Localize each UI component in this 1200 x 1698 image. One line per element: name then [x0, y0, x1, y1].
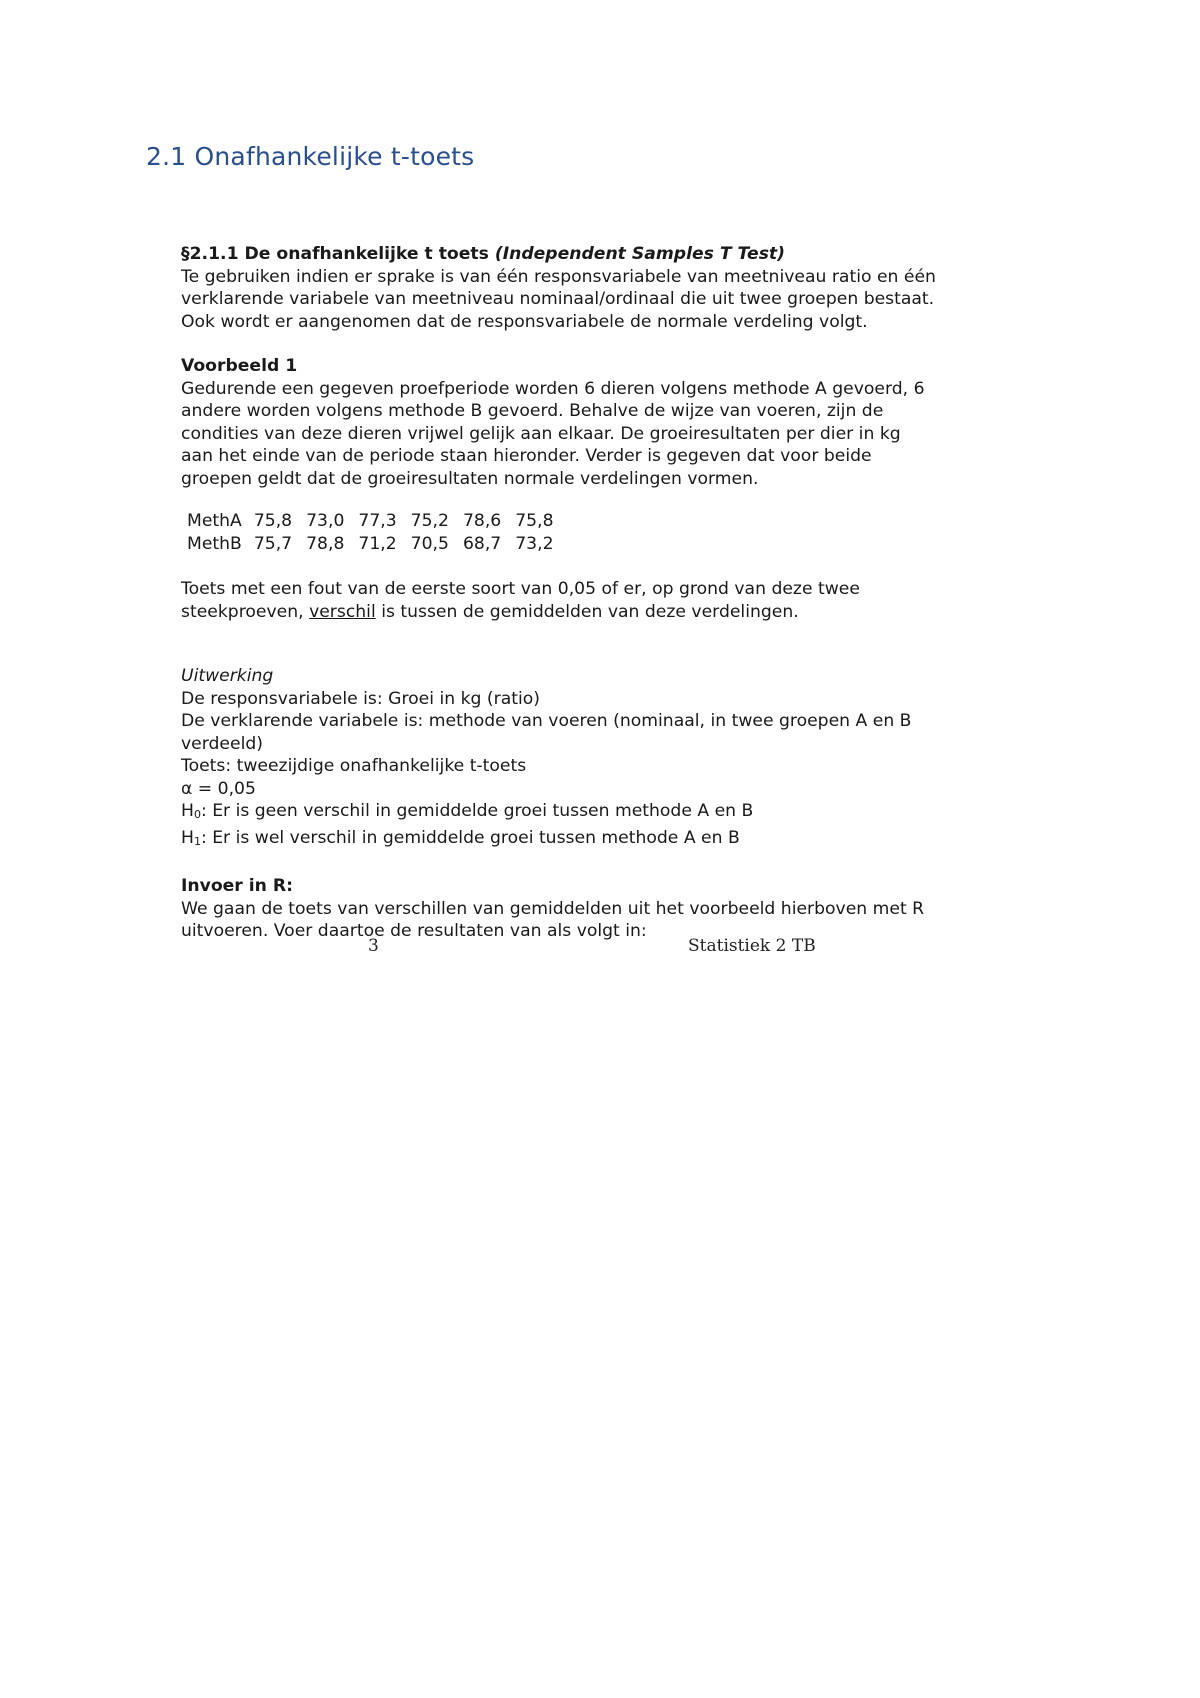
- example-line: groepen geldt dat de groeiresultaten normale verdelingen vormen.: [181, 468, 759, 489]
- footer-document-title: Statistiek 2 TB: [688, 936, 816, 956]
- solution-response: De responsvariabele is: Groei in kg (ratio): [181, 688, 540, 709]
- question-line: [181, 601, 1021, 624]
- row-label: MethB: [187, 534, 242, 554]
- table-cell: 70,5: [410, 534, 449, 554]
- underlined-word: verschil: [309, 601, 376, 622]
- solution-explanatory: verdeeld): [181, 733, 263, 754]
- question-line: Toets met een fout van de eerste soort van 0,05 of er, op grond van deze twee: [181, 579, 860, 599]
- hypothesis-h1: [181, 827, 1021, 854]
- input-r-line: We gaan de toets van verschillen van gemiddelden uit het voorbeeld hierboven met R: [181, 898, 925, 919]
- footer-page-number: 3: [368, 936, 379, 956]
- h0-symbol: H: [181, 801, 194, 821]
- table-cell: 78,8: [306, 534, 345, 554]
- table-cell: 75,8: [515, 511, 554, 531]
- table-cell: 75,2: [410, 511, 449, 531]
- input-r-title: Invoer in R:: [181, 876, 293, 896]
- table-cell: 71,2: [358, 534, 397, 554]
- solution-alpha: α = 0,05: [181, 778, 256, 799]
- example-line: aan het einde van de periode staan hieronder. Verder is gegeven dat voor beide: [181, 446, 872, 466]
- hypothesis-h0: [181, 800, 1021, 827]
- section-title-english: (Independent Samples T Test): [494, 244, 786, 264]
- question-text: steekproeven,: [181, 601, 310, 622]
- document-body: [181, 243, 1021, 943]
- table-row: [187, 533, 568, 556]
- input-r-line: uitvoeren. Voer daartoe de resultaten van als volgt in:: [181, 921, 647, 941]
- example-line: condities van deze dieren vrijwel gelijk aan elkaar. De groeiresultaten per dier in kg: [181, 423, 901, 444]
- section-title-text: §2.1.1 De onafhankelijke t toets: [181, 244, 495, 264]
- solution-test: Toets: tweezijdige onafhankelijke t-toets: [181, 756, 527, 776]
- data-table: [187, 510, 568, 556]
- h0-subscript: 0: [193, 808, 201, 821]
- table-cell: 73,0: [306, 511, 345, 531]
- table-cell: 75,8: [253, 511, 293, 531]
- section-title: [181, 243, 1021, 266]
- page-heading: 2.1 Onafhankelijke t-toets: [146, 142, 475, 171]
- row-label: MethA: [187, 511, 242, 531]
- solution-explanatory: De verklarende variabele is: methode van voeren (nominaal, in twee groepen A en B: [181, 711, 912, 731]
- table-cell: 77,3: [358, 511, 397, 531]
- table-cell: 78,6: [462, 511, 502, 531]
- example-line: Gedurende een gegeven proefperiode worden 6 dieren volgens methode A gevoerd, 6: [181, 378, 925, 399]
- h0-text: : Er is geen verschil in gemiddelde groei tussen methode A en B: [200, 801, 754, 821]
- section-intro-line: Te gebruiken indien er sprake is van één responsvariabele van meetniveau ratio en één: [181, 266, 936, 287]
- h1-text: : Er is wel verschil in gemiddelde groei tussen methode A en B: [200, 827, 740, 848]
- table-cell: 75,7: [253, 534, 293, 554]
- section-intro-line: Ook wordt er aangenomen dat de responsvariabele de normale verdeling volgt.: [181, 311, 868, 332]
- section-intro-line: verklarende variabele van meetniveau nominaal/ordinaal die uit twee groepen bestaat.: [181, 289, 935, 309]
- example-title: Voorbeeld 1: [181, 356, 298, 376]
- table-cell: 68,7: [462, 534, 502, 554]
- solution-title: Uitwerking: [181, 666, 274, 686]
- table-row: [187, 510, 568, 533]
- question-text: is tussen de gemiddelden van deze verdelingen.: [375, 601, 799, 622]
- h1-subscript: 1: [193, 834, 201, 848]
- h1-symbol: H: [181, 827, 194, 848]
- example-line: andere worden volgens methode B gevoerd. Behalve de wijze van voeren, zijn de: [181, 401, 884, 421]
- table-cell: 73,2: [515, 534, 554, 554]
